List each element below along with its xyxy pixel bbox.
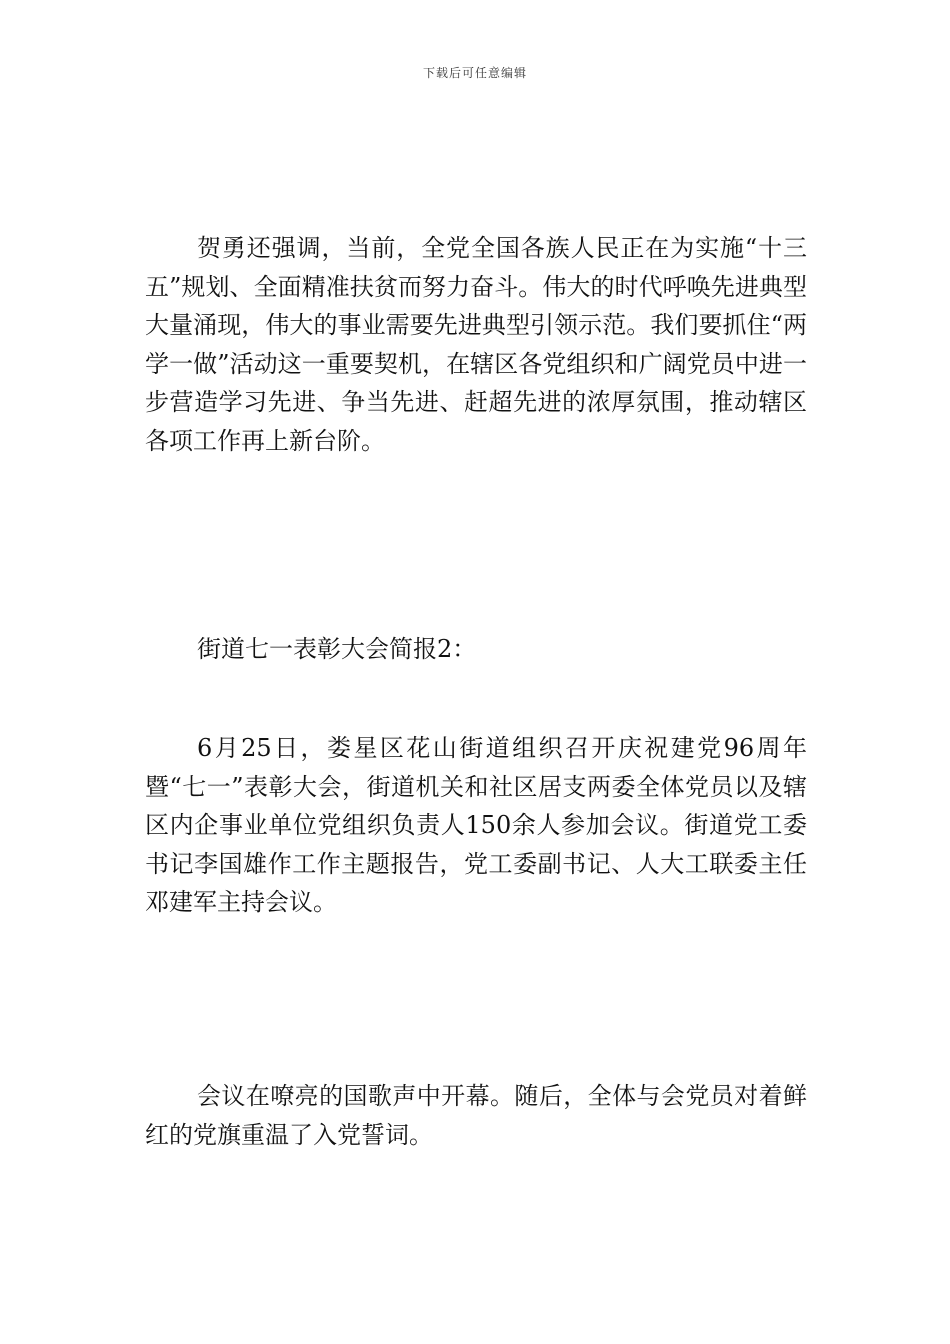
paragraph-opening: 会议在嘹亮的国歌声中开幕。随后，全体与会党员对着鲜红的党旗重温了入党誓词。 — [145, 1082, 807, 1149]
section-heading: 街道七一表彰大会简报2： — [197, 635, 477, 663]
paragraph-emphasis: 贺勇还强调，当前，全党全国各族人民正在为实施“十三五”规划、全面精准扶贫而努力奋斗。伟大的时代呼唤先进典型大量涌现，伟大的事业需要先进典型引领示范。我们要抓住“两学一做”活动这一重要契机，在辖区各党组织和广阔党员中进一步营造学习先进、争当先进、赶超先进的浓厚氛围，推动辖区各项工作再上新台阶。 — [145, 234, 807, 455]
paragraph-meeting-summary: 6月25日，娄星区花山街道组织召开庆祝建党96周年暨“七一”表彰大会，街道机关和社区居支两委全体党员以及辖区内企事业单位党组织负责人150余人参加会议。街道党工委书记李国雄作工作主题报告，党工委副书记、人大工联委主任邓建军主持会议。 — [145, 734, 807, 916]
page-header-note: 下载后可任意编辑 — [422, 66, 527, 80]
